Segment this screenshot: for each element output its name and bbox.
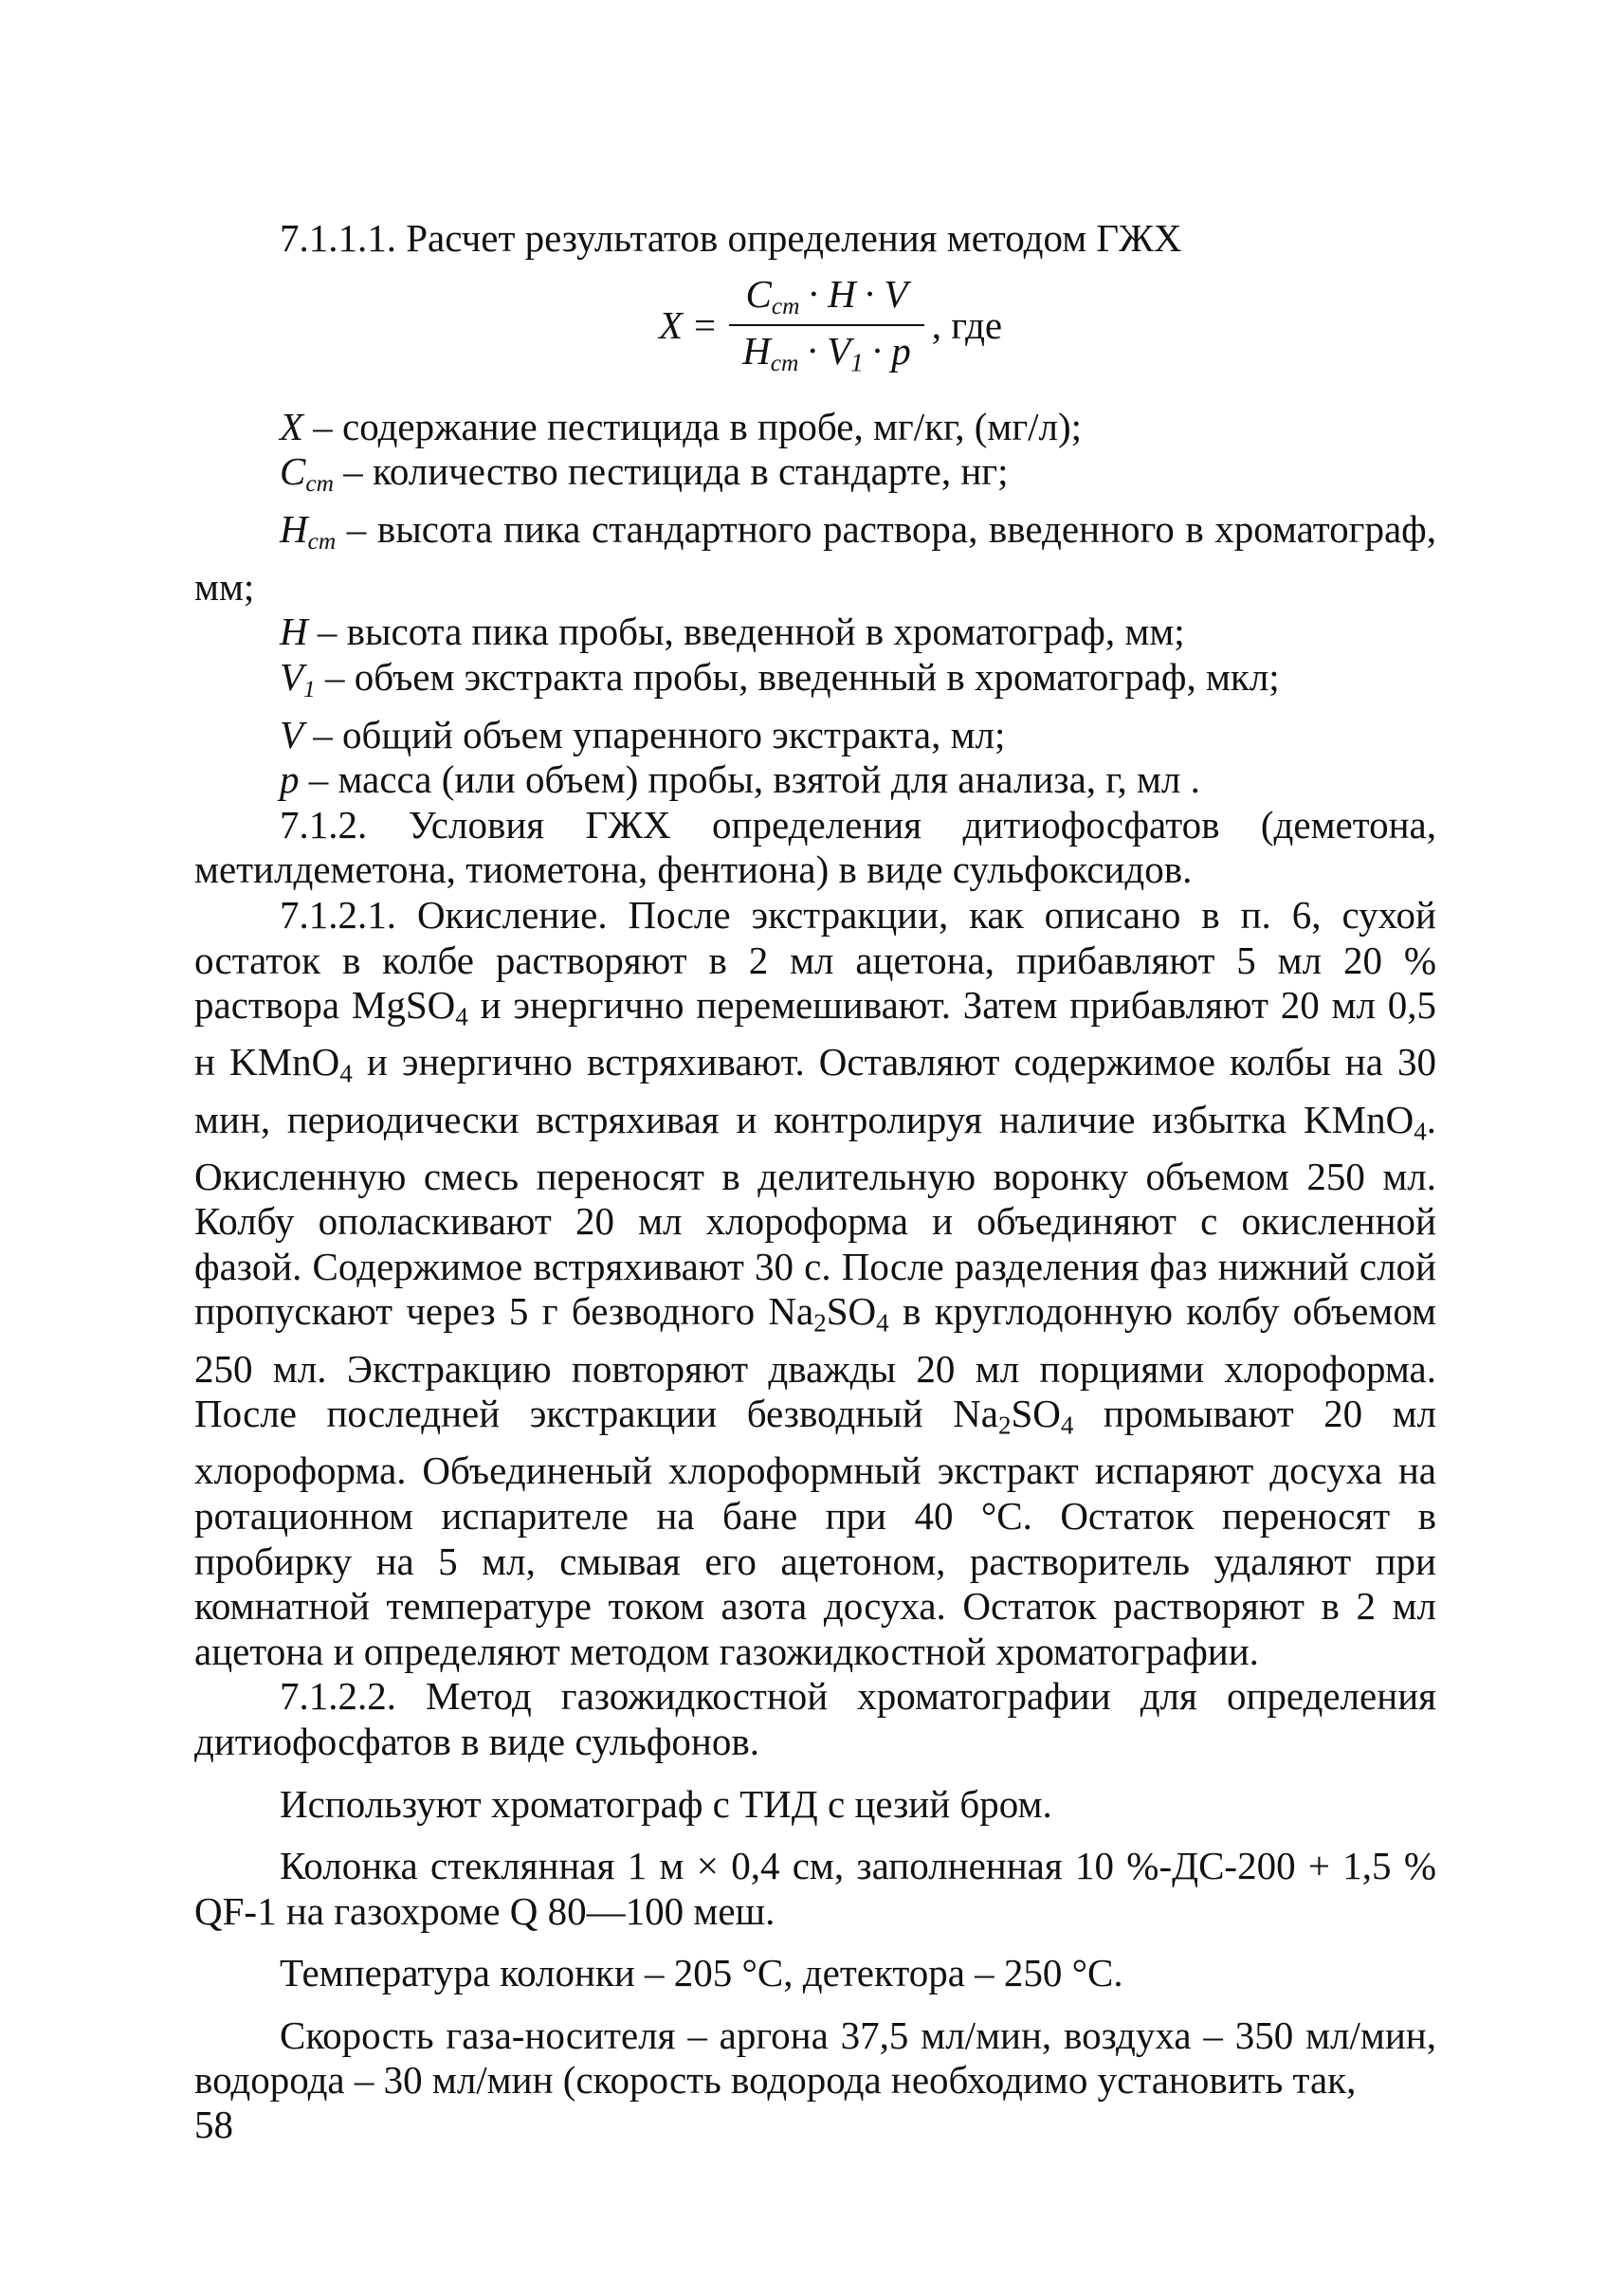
def-text: – масса (или объем) пробы, взятой для анализа, г, мл . (299, 757, 1200, 802)
formula-where: , где (931, 302, 1003, 347)
page-number: 58 (194, 2103, 233, 2146)
num-c: C (745, 271, 772, 316)
num-dot-2: · (863, 271, 877, 316)
def-text: – количество пестицида в стандарте, нг; (333, 449, 1009, 494)
gas-speed-paragraph: Скорость газа-носителя – аргона 37,5 мл/мин, воздуха – 350 мл/мин, водорода – 30 мл/мин (скорость водорода необходимо установить так, (194, 2013, 1436, 2103)
den-dot-1: · (806, 329, 820, 373)
text-run: и энергично встряхивают. Оставляют содержимое колбы на 30 мин, периодически встряхивая и контролируя наличие избытка KMnO (194, 1040, 1436, 1141)
formula-equals: = (694, 302, 717, 347)
num-h: H (828, 271, 856, 316)
section-7-1-2-2: 7.1.2.2. Метод газожидкостной хроматографии для определения дитиофосфатов в виде сульфонов. (194, 1674, 1436, 1763)
def-symbol: V (280, 654, 304, 699)
subscript: 2 (813, 1309, 827, 1339)
def-text: – содержание пестицида в пробе, мг/кг, (мг/л); (303, 404, 1083, 448)
def-text: – высота пика пробы, введенной в хроматограф, мм; (307, 610, 1185, 654)
den-h: H (742, 329, 771, 373)
den-dot-2: · (870, 329, 885, 373)
subscript: 4 (1414, 1117, 1427, 1146)
definition-c-st (194, 449, 1436, 507)
num-v: V (884, 271, 908, 316)
subscript: 4 (339, 1059, 353, 1088)
den-v: V (827, 329, 851, 373)
section-heading-7-1-1-1: 7.1.1.1. Расчет результатов определения методом ГЖХ (280, 216, 1182, 260)
text-run: SO (826, 1289, 877, 1334)
text-run: 7.1.2.1. Окисление. После экстракции, как описано в п. 6, сухой остаток в колбе растворяют в 2 мл ацетона, прибавляют 5 мл 20 % раствора MgSO (194, 893, 1436, 1028)
column-paragraph: Колонка стеклянная 1 м × 0,4 см, заполненная 10 %-ДС-200 + 1,5 % QF-1 на газохроме Q 80—100 меш. (194, 1844, 1436, 1933)
subscript: 4 (876, 1309, 889, 1339)
num-dot-1: · (807, 271, 821, 316)
calculation-formula (194, 271, 1436, 377)
formula-lhs: X (659, 302, 684, 347)
page-content (194, 216, 1436, 2104)
def-symbol: p (280, 757, 300, 802)
def-symbol-sub: ст (307, 528, 337, 556)
den-v-sub: 1 (850, 348, 864, 377)
subscript: 4 (455, 1002, 468, 1031)
text-run: и энергично перемешивают. Затем прибавляют 20 мл 0,5 н KMnO (194, 983, 1436, 1084)
definition-p (194, 757, 1436, 803)
def-text: – общий объем упаренного экстракта, мл; (303, 712, 1006, 756)
def-text: – объем экстракта пробы, введенный в хроматограф, мкл; (315, 654, 1280, 699)
section-7-1-2: 7.1.2. Условия ГЖХ определения дитиофосфатов (деметона, метилдеметона, тиометона, фентиона) в виде сульфоксидов. (194, 802, 1436, 892)
def-symbol: H (280, 507, 308, 552)
formula-fraction (729, 271, 924, 377)
text-run: . Окисленную смесь переносят в делительную воронку объемом 250 мл. Колбу ополаскивают 20 мл хлороформа и объединяют с окисленной фазой. Содержимое встряхивают 30 с. После разделения фаз нижний слой пропускают через 5 г безводного Na (194, 1097, 1436, 1334)
definition-h-st (194, 507, 1436, 610)
def-symbol: C (280, 449, 306, 494)
den-h-sub: ст (770, 350, 799, 377)
definition-v1 (194, 655, 1436, 713)
formula-numerator (733, 271, 921, 325)
text-run: SO (1011, 1392, 1061, 1436)
definition-h (194, 610, 1436, 655)
den-p: p (891, 329, 911, 373)
definition-x (194, 405, 1436, 450)
text-run: в круглодонную колбу объемом 250 мл. Экстракцию повторяют дважды 20 мл порциями хлороформа. После последней экстракции безводный Na (194, 1289, 1436, 1436)
def-symbol: H (280, 610, 308, 654)
section-7-1-2-1 (194, 893, 1436, 1674)
def-symbol-sub: ст (305, 470, 334, 498)
def-symbol: X (280, 404, 304, 448)
detector-paragraph: Используют хроматограф с ТИД с цезий бром. (280, 1781, 1052, 1826)
subscript: 2 (997, 1411, 1012, 1440)
formula-denominator (729, 326, 924, 376)
def-text: – высота пика стандартного раствора, введенного в хроматограф, мм; (194, 507, 1436, 609)
def-symbol: V (280, 712, 304, 756)
temperature-paragraph: Температура колонки – 205 °С, детектора – 250 °С. (280, 1951, 1123, 1995)
definition-v (194, 713, 1436, 758)
text-run: промывают 20 мл хлороформа. Объединеный хлороформный экстракт испаряют досуха на ротационном испарителе на бане при 40 °С. Остаток переносят в пробирку на 5 мл, смывая его ацетоном, растворитель удаляют при комнатной температуре током азота досуха. Остаток растворяют в 2 мл ацетона и определяют методом газожидкостной хроматографии. (194, 1392, 1436, 1673)
num-c-sub: ст (771, 292, 800, 319)
def-symbol-sub: 1 (303, 676, 316, 703)
subscript: 4 (1060, 1411, 1074, 1440)
